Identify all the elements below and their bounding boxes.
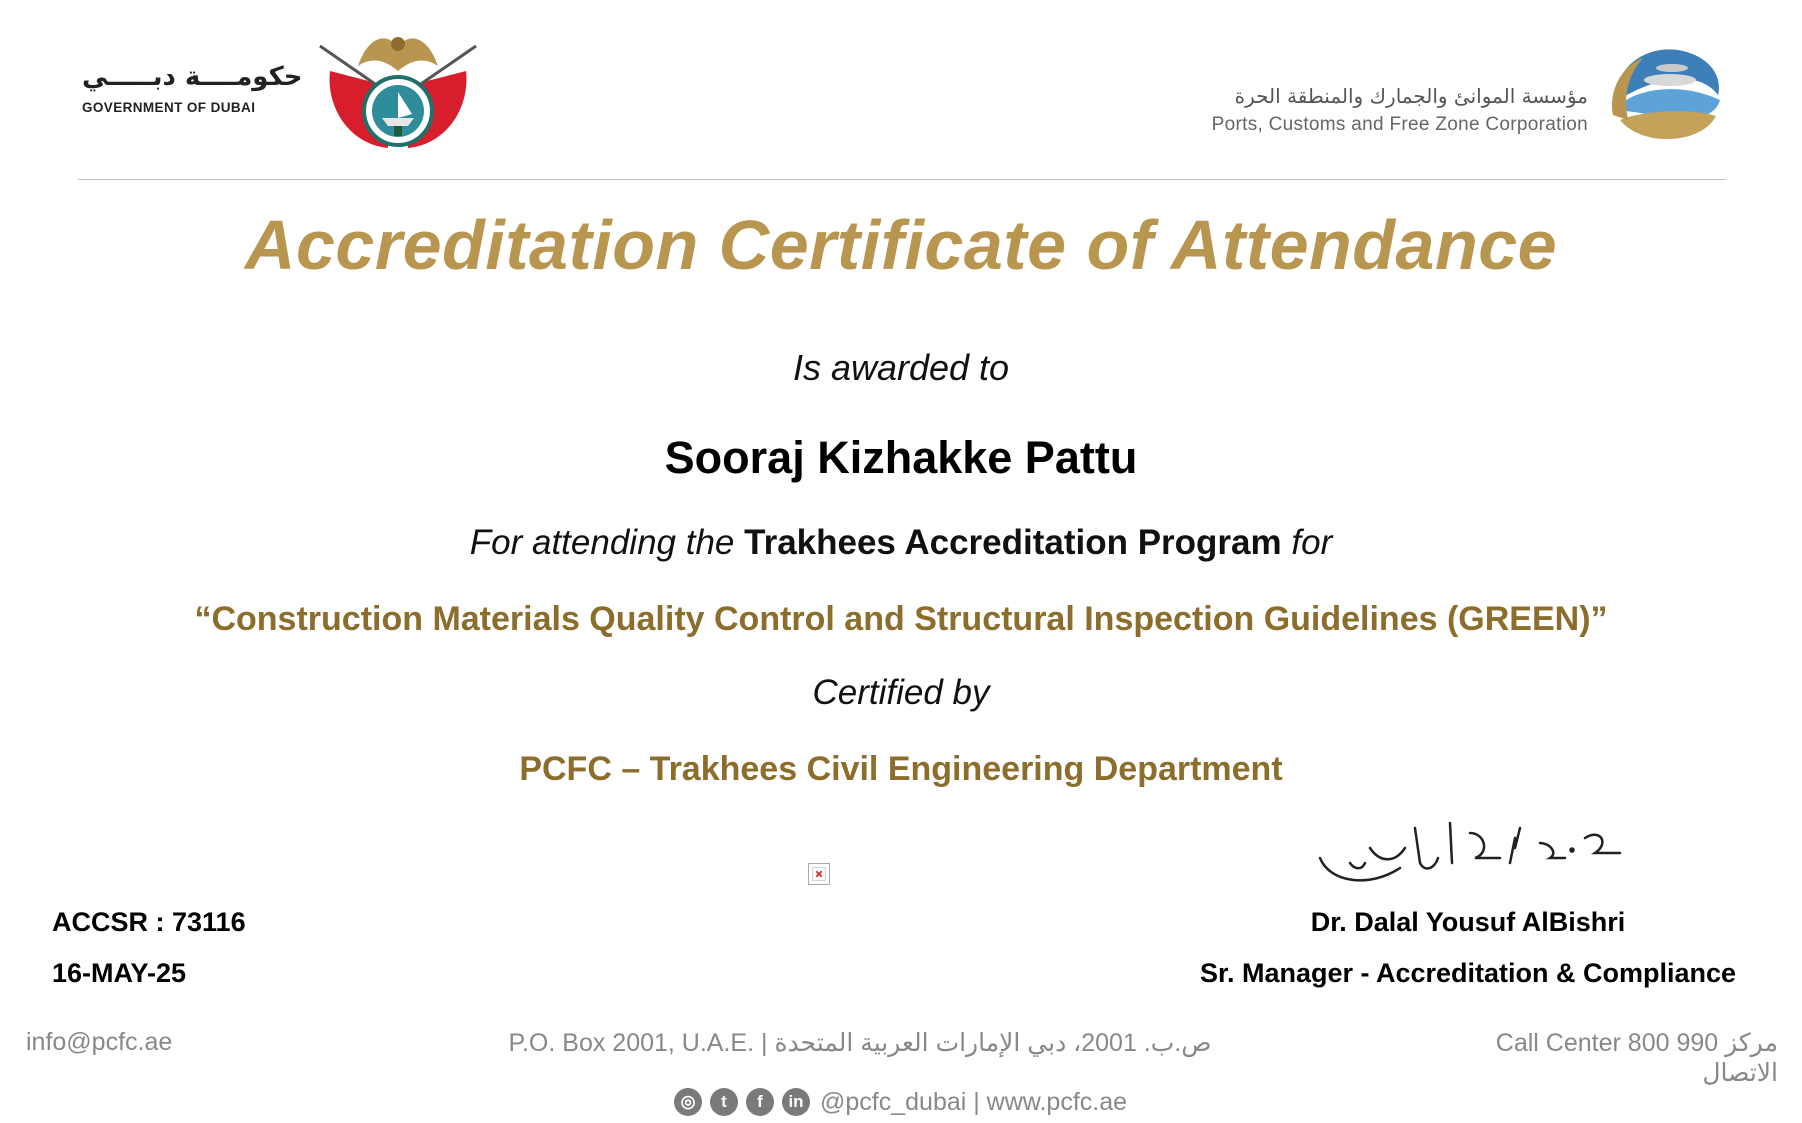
accsr-number: ACCSR : 73116 xyxy=(52,907,246,937)
pcfc-arabic-name: مؤسسة الموانئ والجمارك والمنطقة الحرة xyxy=(1234,84,1588,108)
attending-prefix: For attending the xyxy=(469,523,735,562)
awarded-to-label: Is awarded to xyxy=(792,347,1010,388)
course-title: “Construction Materials Quality Control and Structural Inspection Guidelines (GREEN)” xyxy=(194,600,1608,638)
footer-social-handle: @pcfc_dubai | www.pcfc.ae xyxy=(820,1088,1128,1116)
handwritten-signature xyxy=(1310,808,1630,898)
recipient-name: Sooraj Kizhakke Pattu xyxy=(664,432,1138,483)
certificate-date: 16-MAY-25 xyxy=(52,958,187,988)
facebook-icon: f xyxy=(746,1088,774,1116)
certified-by-label: Certified by xyxy=(812,673,990,712)
broken-image-icon xyxy=(808,863,830,885)
footer-address: P.O. Box 2001, U.A.E. | ص.ب. 2001، دبي الإمارات العربية المتحدة xyxy=(508,1029,1212,1057)
attending-line xyxy=(0,523,1802,563)
header-divider xyxy=(78,179,1726,180)
dubai-emblem-logo xyxy=(318,26,478,156)
pcfc-globe-logo xyxy=(1598,40,1728,145)
footer-call-center: Call Center 800 990 مركز الاتصال xyxy=(1495,1029,1778,1087)
program-name: Trakhees Accreditation Program xyxy=(744,523,1282,562)
attending-suffix: for xyxy=(1291,523,1333,562)
signatory-name: Dr. Dalal Yousuf AlBishri xyxy=(1310,907,1626,937)
twitter-icon: t xyxy=(710,1088,738,1116)
gov-dubai-arabic-text: حكومــــة دبـــــي xyxy=(82,62,303,92)
certificate-title: Accreditation Certificate of Attendance xyxy=(244,206,1558,284)
pcfc-english-name: Ports, Customs and Free Zone Corporation xyxy=(1211,114,1588,135)
footer-email: info@pcfc.ae xyxy=(26,1028,173,1056)
instagram-icon: ◎ xyxy=(674,1088,702,1116)
linkedin-icon: in xyxy=(782,1088,810,1116)
department-name: PCFC – Trakhees Civil Engineering Department xyxy=(519,750,1283,788)
gov-dubai-english-text: GOVERNMENT OF DUBAI xyxy=(82,100,256,115)
signatory-title: Sr. Manager - Accreditation & Compliance xyxy=(1199,958,1737,988)
